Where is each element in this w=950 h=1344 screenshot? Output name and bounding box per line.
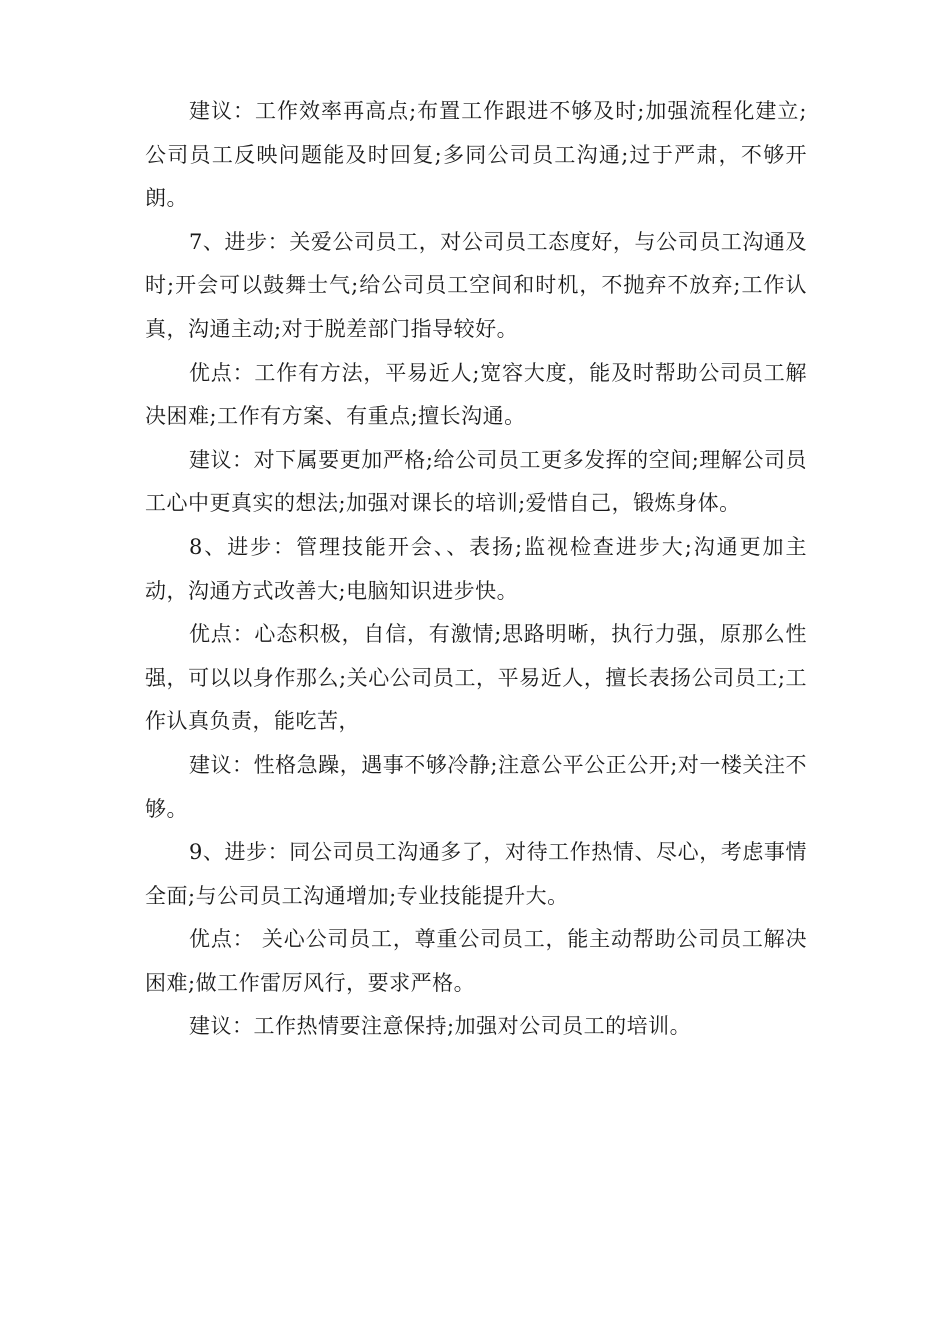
paragraph-suggestion-6: 建议：工作效率再高点;布置工作跟进不够及时;加强流程化建立;公司员工反映问题能及时回复;多同公司员工沟通;过于严肃，不够开朗。 <box>145 99 807 211</box>
paragraph-suggestion-7: 建议：对下属要更加严格;给公司员工更多发挥的空间;理解公司员工心中更真实的想法;加强对课长的培训;爱惜自己，锻炼身体。 <box>145 447 807 516</box>
paragraph-progress-9: 9、进步：同公司员工沟通多了，对待工作热情、尽心，考虑事情全面;与公司员工沟通增加;专业技能提升大。 <box>145 840 807 908</box>
document-body <box>145 90 807 1049</box>
paragraph-progress-7: 7、进步：关爱公司员工，对公司员工态度好，与公司员工沟通及时;开会可以鼓舞士气;给公司员工空间和时机，不抛弃不放弃;工作认真，沟通主动;对于脱差部门指导较好。 <box>145 229 807 341</box>
paragraph-suggestion-8: 建议：性格急躁，遇事不够冷静;注意公平公正公开;对一楼关注不够。 <box>145 752 807 821</box>
paragraph-suggestion-9: 建议：工作热情要注意保持;加强对公司员工的培训。 <box>189 1014 692 1039</box>
paragraph-strengths-7: 优点：工作有方法，平易近人;宽容大度，能及时帮助公司员工解决困难;工作有方案、有重点;擅长沟通。 <box>145 360 807 429</box>
paragraph-strengths-8: 优点：心态积极，自信，有激情;思路明晰，执行力强，原那么性强，可以以身作那么;关心公司员工，平易近人，擅长表扬公司员工;工作认真负责，能吃苦， <box>145 622 807 734</box>
paragraph-strengths-9: 优点： 关心公司员工，尊重公司员工，能主动帮助公司员工解决困难;做工作雷厉风行，要求严格。 <box>145 927 807 995</box>
paragraph-progress-8: 8、进步：管理技能开会、、表扬;监视检查进步大;沟通更加主动，沟通方式改善大;电脑知识进步快。 <box>145 534 807 603</box>
